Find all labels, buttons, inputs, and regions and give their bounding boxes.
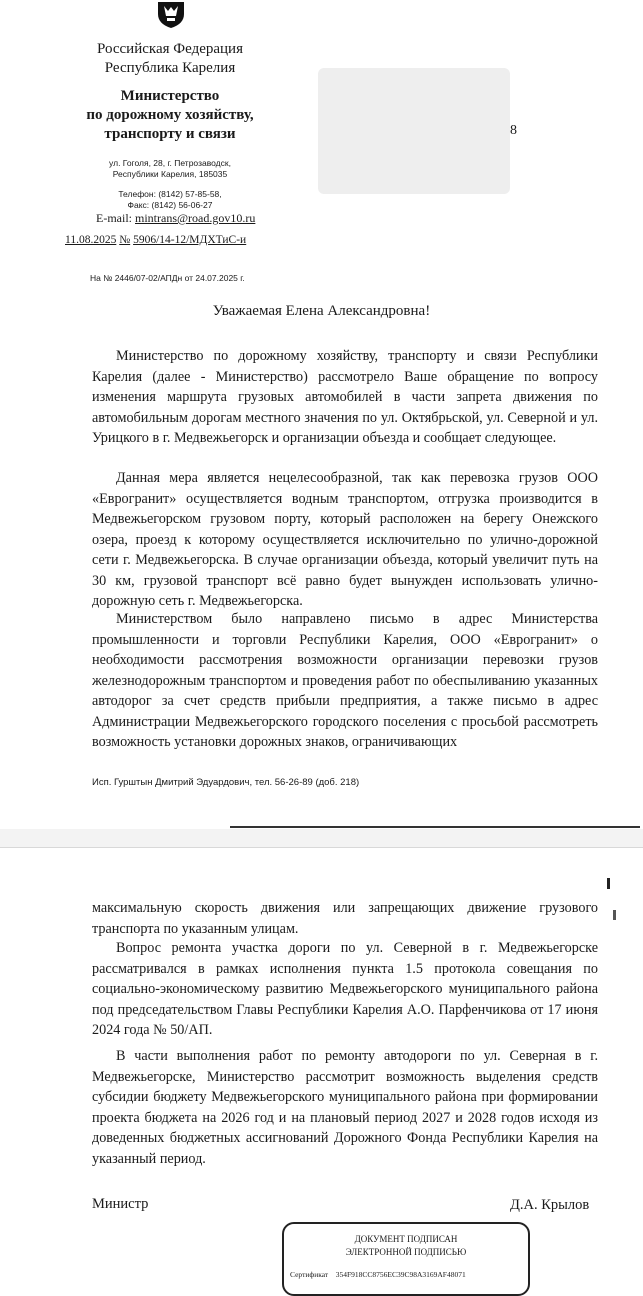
letterhead-email — [96, 211, 255, 226]
margin-mark-2 — [613, 910, 616, 920]
letterhead-country — [60, 40, 280, 78]
letterhead-contacts — [60, 189, 280, 211]
letterhead-address — [60, 158, 280, 180]
certificate-value: 354F918CC8756EC39C98A3169AF48071 — [335, 1270, 466, 1279]
address-line-2: Республики Карелия, 185035 — [112, 169, 228, 179]
registration-line — [65, 234, 246, 246]
republic-line: Республика Карелия — [104, 60, 236, 76]
body-paragraph-3: Министерством было направлено письмо в адрес Министерства промышленности и торговли Республики Карелия, ООО «Еврогранит» о необходимости рассмотрения возможности организации перевозки грузов железнодорожным транспортом и проведения работ по обеспыливанию указанных автодорог за счет средств прибыли предприятия, а также письмо в адрес Администрации Медвежьегорского городского поселения с просьбой рассмотреть возможность установки дорожных знаков, ограничивающих — [92, 611, 598, 750]
reply-reference: На № 2446/07-02/АПДн от 24.07.2025 г. — [90, 273, 245, 283]
salutation: Уважаемая Елена Александровна! — [212, 303, 431, 319]
phone-line: Телефон: (8142) 57-85-58, — [118, 189, 222, 199]
electronic-signature-stamp — [282, 1222, 530, 1296]
margin-mark — [607, 878, 610, 889]
letter-date: 11.08.2025 — [65, 234, 117, 246]
signatory-name: Д.А. Крылов — [510, 1197, 590, 1213]
number-label: № — [119, 234, 131, 246]
ministry-line-1: Министерство — [120, 88, 220, 104]
stamp-line-2: ЭЛЕКТРОННОЙ ПОДПИСЬЮ — [345, 1247, 467, 1257]
email-label: E-mail: — [96, 211, 132, 225]
body-paragraph-4: максимальную скорость движения или запрещающих движение грузового транспорта по указанным улицам. — [92, 900, 598, 937]
stamp-line-1: ДОКУМЕНТ ПОДПИСАН — [354, 1234, 458, 1244]
letter-number: 5906/14-12/МДХТиС-и — [133, 234, 247, 246]
body-paragraph-6: В части выполнения работ по ремонту автодороги по ул. Северная в г. Медвежьегорске, Министерство рассмотрит возможность выделения средств субсидии бюджету Медвежьегорского муниципального района при формировании проекта бюджета на 2026 год и на плановый период 2027 и 2028 годов исходя из доведенных бюджетных ассигнований Дорожного Фонда Республики Карелия на указанный период. — [92, 1048, 598, 1167]
email-address[interactable]: mintrans@road.gov10.ru — [135, 211, 256, 225]
letterhead-ministry — [60, 87, 280, 144]
address-line-1: ул. Гоголя, 28, г. Петрозаводск, — [109, 158, 231, 168]
body-paragraph-2: Данная мера является нецелесообразной, так как перевозка грузов ООО «Еврогранит» осуществляется водным транспортом, отгрузка производится в Медвежьегорском грузовом порту, который расположен на берегу Онежского озера, проезд к которому осуществляется исключительно по улично-дорожной сети г. Медвежьегорска. В случае организации объезда, который увеличит путь на 30 км, грузовой транспорт всё равно будет вынужден использовать улично-дорожную сеть г. Медвежьегорска. — [92, 470, 598, 609]
page-edge-line-2 — [0, 847, 643, 848]
fax-line: Факс: (8142) 56-06-27 — [127, 200, 213, 210]
ministry-line-2: по дорожному хозяйству, — [86, 107, 254, 123]
redacted-recipient-block — [318, 68, 510, 194]
stamp-certificate — [290, 1270, 466, 1279]
coat-of-arms-icon — [150, 2, 192, 28]
body-paragraph-5: Вопрос ремонта участка дороги по ул. Северной в г. Медвежьегорске рассматривался в рамках исполнения пункта 1.5 протокола совещания по социально-экономическому развитию Медвежьегорского муниципального района под председательством Главы Республики Карелия А.О. Парфенчикова от 17 июня 2024 года № 50/АП. — [92, 940, 598, 1038]
body-paragraph-1: Министерство по дорожному хозяйству, транспорту и связи Республики Карелия (далее - Министерство) рассмотрело Ваше обращение по вопросу изменения маршрута грузовых автомобилей в части запрета движения по автомобильным дорогам местного значения по ул. Октябрьской, ул. Северной и ул. Урицкого в г. Медвежьегорск и организации объезда и сообщает следующее. — [92, 348, 598, 446]
certificate-label: Сертификат — [290, 1270, 329, 1279]
signatory-title: Министр — [92, 1196, 149, 1212]
country-line: Российская Федерация — [97, 41, 243, 57]
recipient-page-number: 8 — [510, 123, 517, 138]
ministry-line-3: транспорту и связи — [104, 126, 236, 142]
page-edge-line — [230, 826, 640, 828]
executor-line: Исп. Гурштын Дмитрий Эдуардович, тел. 56-26-89 (доб. 218) — [92, 777, 360, 788]
page-gap — [0, 829, 643, 848]
